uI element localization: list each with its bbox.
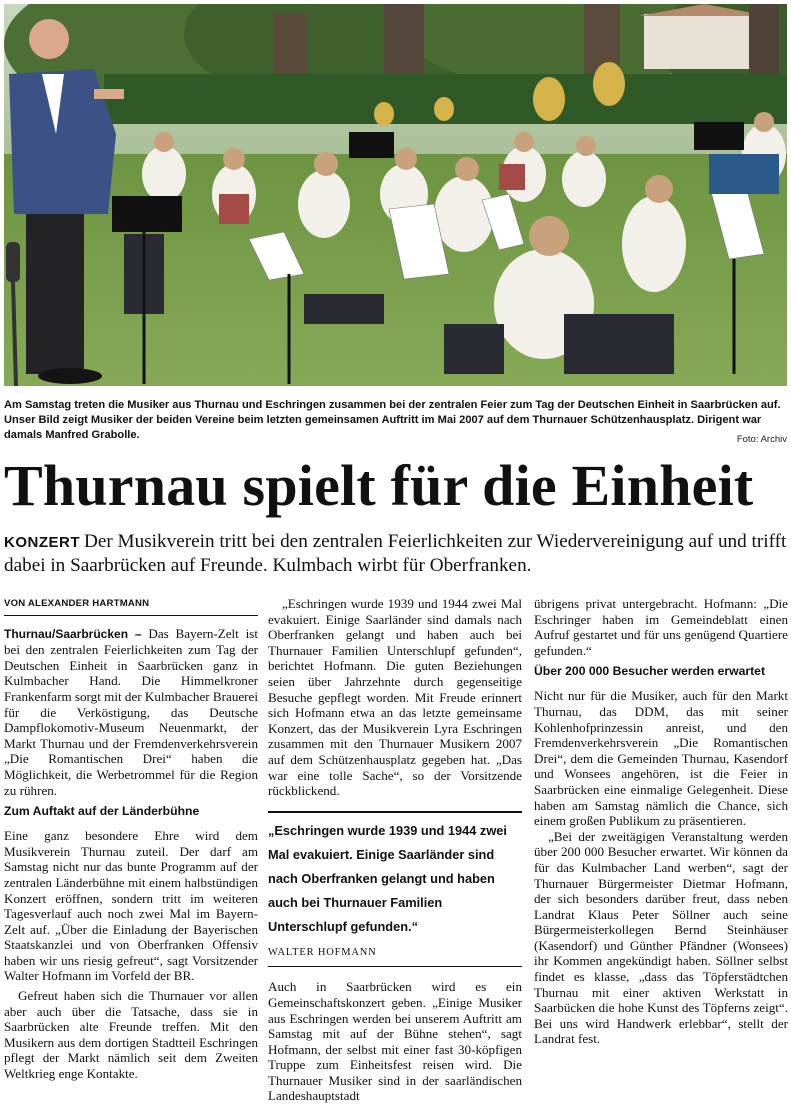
paragraph: „Eschringen wurde 1939 und 1944 zwei Mal evakuiert. Einige Saarländer sind damals nach Oberfranken gelangt und haben auch bei Thurnauer Familien Unterschlupf gefunden“, berichtet Hofmann. Die guten Beziehungen seien über Jahrzehnte durch gegenseitige Besuche gepflegt worden. Mit Freude erinnert sich Hofmann etwa an das letzte gemeinsame Konzert, das der Musikverein Lyra Eschringen zusammen mit den Thurnauer Musikern 2007 auf dem Schützenhausplatz gegeben hat. „Das war eine tolle Sache“, so der Vorsitzende rückblickend. (268, 596, 522, 799)
article-photo (4, 4, 787, 386)
paragraph: übrigens privat untergebracht. Hofmann: „Die Eschringer haben im Gemeindeblatt einen Aufruf gestartet und für uns genügend Quartiere gefunden.“ (534, 596, 788, 658)
photo-illustration (4, 4, 787, 386)
pull-quote-text: „Eschringen wurde 1939 und 1944 zwei Mal evakuiert. Einige Saarländer sind nach Oberfranken gelangt und haben auch bei Thurnauer Familien Unterschlupf gefunden.“ (268, 822, 507, 934)
article-column-2 (268, 596, 522, 1104)
photo-caption: Am Samstag treten die Musiker aus Thurnau und Eschringen zusammen bei der zentralen Feier zum Tag der Deutschen Einheit in Saarbrücken auf. Unser Bild zeigt Musiker der beiden Vereine beim letzten gemeinsamen Auftritt im Mai 2007 auf dem Thurnauer Schützenhausplatz. Dirigent war damals Manfred Grabolle. (4, 399, 781, 441)
pull-quote (268, 811, 522, 968)
paragraph: Auch in Saarbrücken wird es ein Gemeinschaftskonzert geben. „Einige Musiker aus Eschringen werden bei unserem Auftritt am Samstag mit auf der Bühne stehen“, sagt Hofmann, der selbst mit einer fast 30-köpfigen Truppe zum Einheitsfest reisen wird. Die Thurnauer Musiker sind in der saarländischen Landeshauptstadt (268, 979, 522, 1104)
paragraph-text: Das Bayern-Zelt ist bei den zentralen Feierlichkeiten zum Tag der Deutschen Einheit in Saarbrücken ganz in Kulmbacher Hand. Die Himmelkroner Frankenfarm sorgt mit der Kulmbacher Brauerei für die Verköstigung, das Deutsche Dampflokomotiv-Museum Neuenmarkt, der Markt Thurnau und der Fremdenverkehrsverein „Die Romantischen Drei“ haben die Möglichkeit, die Werbetrommel für die Region zu rühren. (4, 625, 258, 798)
paragraph: Gefreut haben sich die Thurnauer vor allen aber auch über die Tatsache, dass sie in Saarbrücken alte Freunde treffen. Mit den Musikern aus dem dortigen Stadtteil Eschringen pflegt der Markt nämlich seit dem Zweiten Weltkrieg enge Kontakte. (4, 988, 258, 1082)
paragraph: Nicht nur für die Musiker, auch für den Markt Thurnau, das DDM, das mit seiner Kohlenhofprinzessin anreist, und den Fremdenverkehrsverein „Die Romantischen Drei“, dem die Gemeinden Thurnau, Kasendorf und Wonsees angehören, ist die Feier in Saarbrücken eine einmalige Gelegenheit. Diese haben am Samstag nämlich die Chance, sich einem großen Publikum zu präsentieren. (534, 688, 788, 829)
subheadline-text: Der Musikverein tritt bei den zentralen Feierlichkeiten zur Wiedervereinigung auf und trifft dabei in Saarbrücken auf Freunde. Kulmbach wirbt für Oberfranken. (4, 531, 787, 576)
article-column-3 (534, 596, 788, 1047)
byline: VON ALEXANDER HARTMANN (4, 596, 258, 616)
headline: Thurnau spielt für die Einheit (4, 453, 754, 518)
subheading: Über 200 000 Besucher werden erwartet (534, 664, 765, 679)
paragraph: „Bei der zweitägigen Veranstaltung werden über 200 000 Besucher erwartet. Wir können da für das Kulmbacher Land werben“, sagt der Thurnauer Bürgermeister Dietmar Hofmann, der sich besonders darüber freut, dass neben Landrat Klaus Peter Söllner auch seine Bürgermeisterkollegen Bernd Steinhäuser (Kasendorf) und Günther Pfändner (Wonsees) ihr Kommen angekündigt haben. Söllner selbst findet es klasse, „dass das Töpferstädtchen Thurnau mit einer aktiven Werkstatt in Saarbücken die hohe Kunst des Töpferns zeigt“. Bei uns wird Handwerk erlebbar“, stellt der Landrat fest. (534, 828, 788, 1047)
kicker: KONZERT (4, 534, 80, 551)
paragraph (4, 626, 258, 799)
subheadline (4, 530, 787, 577)
dateline: Thurnau/Saarbrücken – (4, 626, 142, 641)
subheading: Zum Auftakt auf der Länderbühne (4, 804, 200, 819)
pull-quote-source: WALTER HOFMANN (268, 946, 377, 958)
photo-credit: Foto: Archiv (736, 434, 787, 445)
article-column-1 (4, 596, 258, 1082)
paragraph: Eine ganz besondere Ehre wird dem Musikverein Thurnau zuteil. Der darf am Samstag nicht nur das bunte Programm auf der zentralen Länderbühne mit einem halbstündigen Konzert eröffnen, sondern tritt im weiteren Tagesverlauf auch noch zwei Mal im Bayern-Zelt auf. „Über die Einladung der Bayerischen Staatskanzlei und von Oberfranken Offensiv haben wir uns riesig gefreut“, sagt Vorsitzender Walter Hofmann im Vorfeld der BR. (4, 828, 258, 984)
